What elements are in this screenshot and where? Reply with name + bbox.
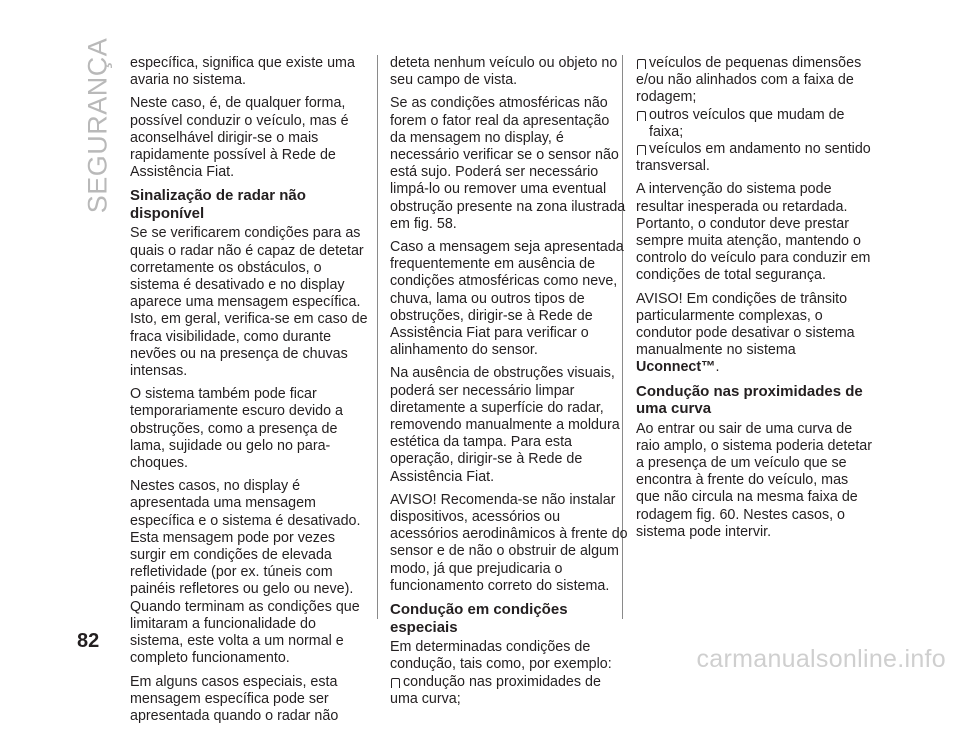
watermark: carmanualsonline.info [696, 645, 946, 673]
section-title-text: SEGURANÇA [82, 37, 113, 213]
warning-end: . [715, 359, 720, 376]
bullet-item: condução nas proximidades de uma curva; [390, 674, 628, 708]
paragraph: Nestes casos, no display é apresentada uma mensagem específica e o sistema é desativado. Esta mensagem pode por vezes surgir em condições de elevada refletividade (por ex. túneis com painéis refletores ou gelo ou neve). Quando terminam as condições que limitaram a funcionalidade do sistema, este volta a um normal e completo funcionamento. [130, 478, 361, 667]
bullet-item: outros veículos que mudam de faixa; [636, 107, 874, 141]
paragraph: Ao entrar ou sair de uma curva de raio amplo, o sistema poderia detetar a presença de um veículo que se encontra à frente do veículo, mas que não circula na mesma faixa de rodagem fig. 60. Nestes casos, o sistema pode intervir. [636, 420, 873, 540]
section-title [78, 37, 118, 213]
paragraph: A intervenção do sistema pode resultar inesperada ou retardada. Portanto, o condutor deve prestar sempre muita atenção, mantendo o controlo do veículo para conduzir em condições de total segurança. [636, 181, 871, 284]
paragraph: Em determinadas condições de condução, tais como, por exemplo: [390, 639, 612, 673]
paragraph: Neste caso, é, de qualquer forma, possível conduzir o veículo, mas é aconselhável dirigir-se o mais rapidamente possível à Rede de Assistência Fiat. [130, 95, 349, 181]
warning-text: AVISO! Em condições de trânsito particularmente complexas, o condutor pode desativar o sistema manualmente no sistema [636, 290, 855, 359]
text-column-3 [636, 55, 874, 547]
text-column-1 [130, 55, 368, 731]
column-divider-1 [377, 55, 378, 619]
section-heading: Sinalização de radar não disponível [130, 187, 306, 222]
paragraph-warning [636, 291, 874, 377]
paragraph: Se as condições atmosféricas não forem o fator real da apresentação da mensagem no display, é necessário verificar se o sensor não está sujo. Poderá ser necessário limpá-lo ou remover uma eventual obstrução presente na zona ilustrada em fig. 58. [390, 95, 626, 232]
paragraph: deteta nenhum veículo ou objeto no seu campo de vista. [390, 55, 618, 89]
paragraph: específica, significa que existe uma avaria no sistema. [130, 55, 355, 89]
section-heading: Condução nas proximidades de uma curva [636, 382, 863, 418]
paragraph: Se se verificarem condições para as quais o radar não é capaz de detetar corretamente os obstáculos, o sistema é desativado e no display aparece uma mensagem específica. Isto, em geral, verifica-se em caso de fraca visibilidade, como durante nevões ou na presença de chuvas intensas. [130, 225, 368, 380]
paragraph: Caso a mensagem seja apresentada frequentemente em ausência de condições atmosféricas como neve, chuva, lama ou outros tipos de obstruções, dirigir-se à Rede de Assistência Fiat para verificar o alinhamento do sensor. [390, 239, 624, 359]
bullet-item: veículos em andamento no sentido transversal. [636, 141, 874, 175]
paragraph: Na ausência de obstruções visuais, poderá ser necessário limpar diretamente a superfície do radar, removendo manualmente a moldura estética da tampa. Para esta operação, dirigir-se à Rede de Assistência Fiat. [390, 365, 620, 485]
bullet-item: veículos de pequenas dimensões e/ou não alinhados com a faixa de rodagem; [636, 55, 874, 107]
brand-name: Uconnect™ [636, 359, 716, 376]
paragraph: AVISO! Recomenda-se não instalar dispositivos, acessórios ou acessórios aerodinâmicos à frente do sensor e de não o obstruir de algum modo, já que prejudicaria o funcionamento correto do sistema. [390, 491, 628, 594]
paragraph: Em alguns casos especiais, esta mensagem específica pode ser apresentada quando o radar não [130, 673, 339, 724]
text-column-2 [390, 55, 628, 714]
page-number: 82 [77, 630, 100, 652]
paragraph: O sistema também pode ficar temporariamente escuro devido a obstruções, como a presença de lama, sujidade ou gelo no para-choques. [130, 386, 343, 472]
section-heading: Condução em condições especiais [390, 601, 568, 636]
